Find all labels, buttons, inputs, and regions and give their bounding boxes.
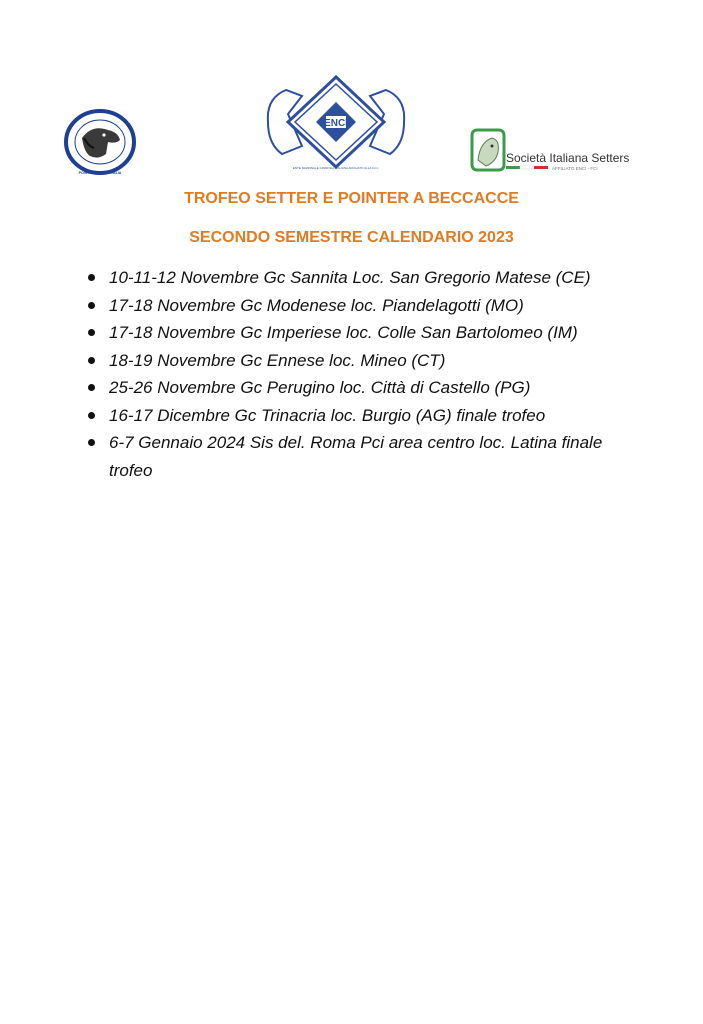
svg-text:ENCI: ENCI <box>324 118 348 129</box>
societa-italiana-setters-logo <box>468 126 632 178</box>
event-text: 6-7 Gennaio 2024 Sis del. Roma Pci area centro loc. Latina finale trofeo <box>109 433 603 480</box>
event-text: 18-19 Novembre Gc Ennese loc. Mineo (CT) <box>109 350 446 370</box>
bullet-icon <box>88 357 95 364</box>
bullet-icon <box>88 384 95 391</box>
event-text: 17-18 Novembre Gc Modenese loc. Piandelagotti (MO) <box>109 295 524 315</box>
enci-logo <box>262 74 410 170</box>
event-text: 17-18 Novembre Gc Imperiese loc. Colle San Bartolomeo (IM) <box>109 323 578 342</box>
list-item <box>88 402 628 430</box>
document-title: TROFEO SETTER E POINTER A BECCACCE <box>184 190 519 207</box>
bullet-icon <box>88 329 95 336</box>
list-item <box>88 347 628 375</box>
list-item <box>88 319 628 347</box>
bullet-icon <box>88 302 95 309</box>
list-item <box>88 429 628 484</box>
pointer-club-logo <box>62 108 138 176</box>
event-text: 10-11-12 Novembre Gc Sannita Loc. San Gregorio Matese (CE) <box>109 268 591 287</box>
bullet-icon <box>88 439 95 446</box>
list-item <box>88 292 628 320</box>
logo-row <box>0 0 703 190</box>
list-item <box>88 264 628 292</box>
list-item <box>88 374 628 402</box>
bullet-icon <box>88 274 95 281</box>
pointer-club-logo-text: POINTER CLUB D'ITALIA <box>78 171 122 175</box>
event-text: 25-26 Novembre Gc Perugino loc. Città di Castello (PG) <box>109 378 531 397</box>
event-list <box>88 264 628 484</box>
document-subtitle: SECONDO SEMESTRE CALENDARIO 2023 <box>189 229 514 246</box>
sis-logo-name: Società Italiana Setters <box>506 151 630 165</box>
enci-logo-text: ENTE NAZIONALE CINOFILIA ITALIANA AFFILIATO ALLA F.C.I. <box>292 166 380 170</box>
event-text: 16-17 Dicembre Gc Trinacria loc. Burgio (AG) finale trofeo <box>109 405 546 425</box>
sis-logo-subtext: AFFILIATO ENCI - FCI <box>552 166 598 171</box>
bullet-icon <box>88 412 95 419</box>
